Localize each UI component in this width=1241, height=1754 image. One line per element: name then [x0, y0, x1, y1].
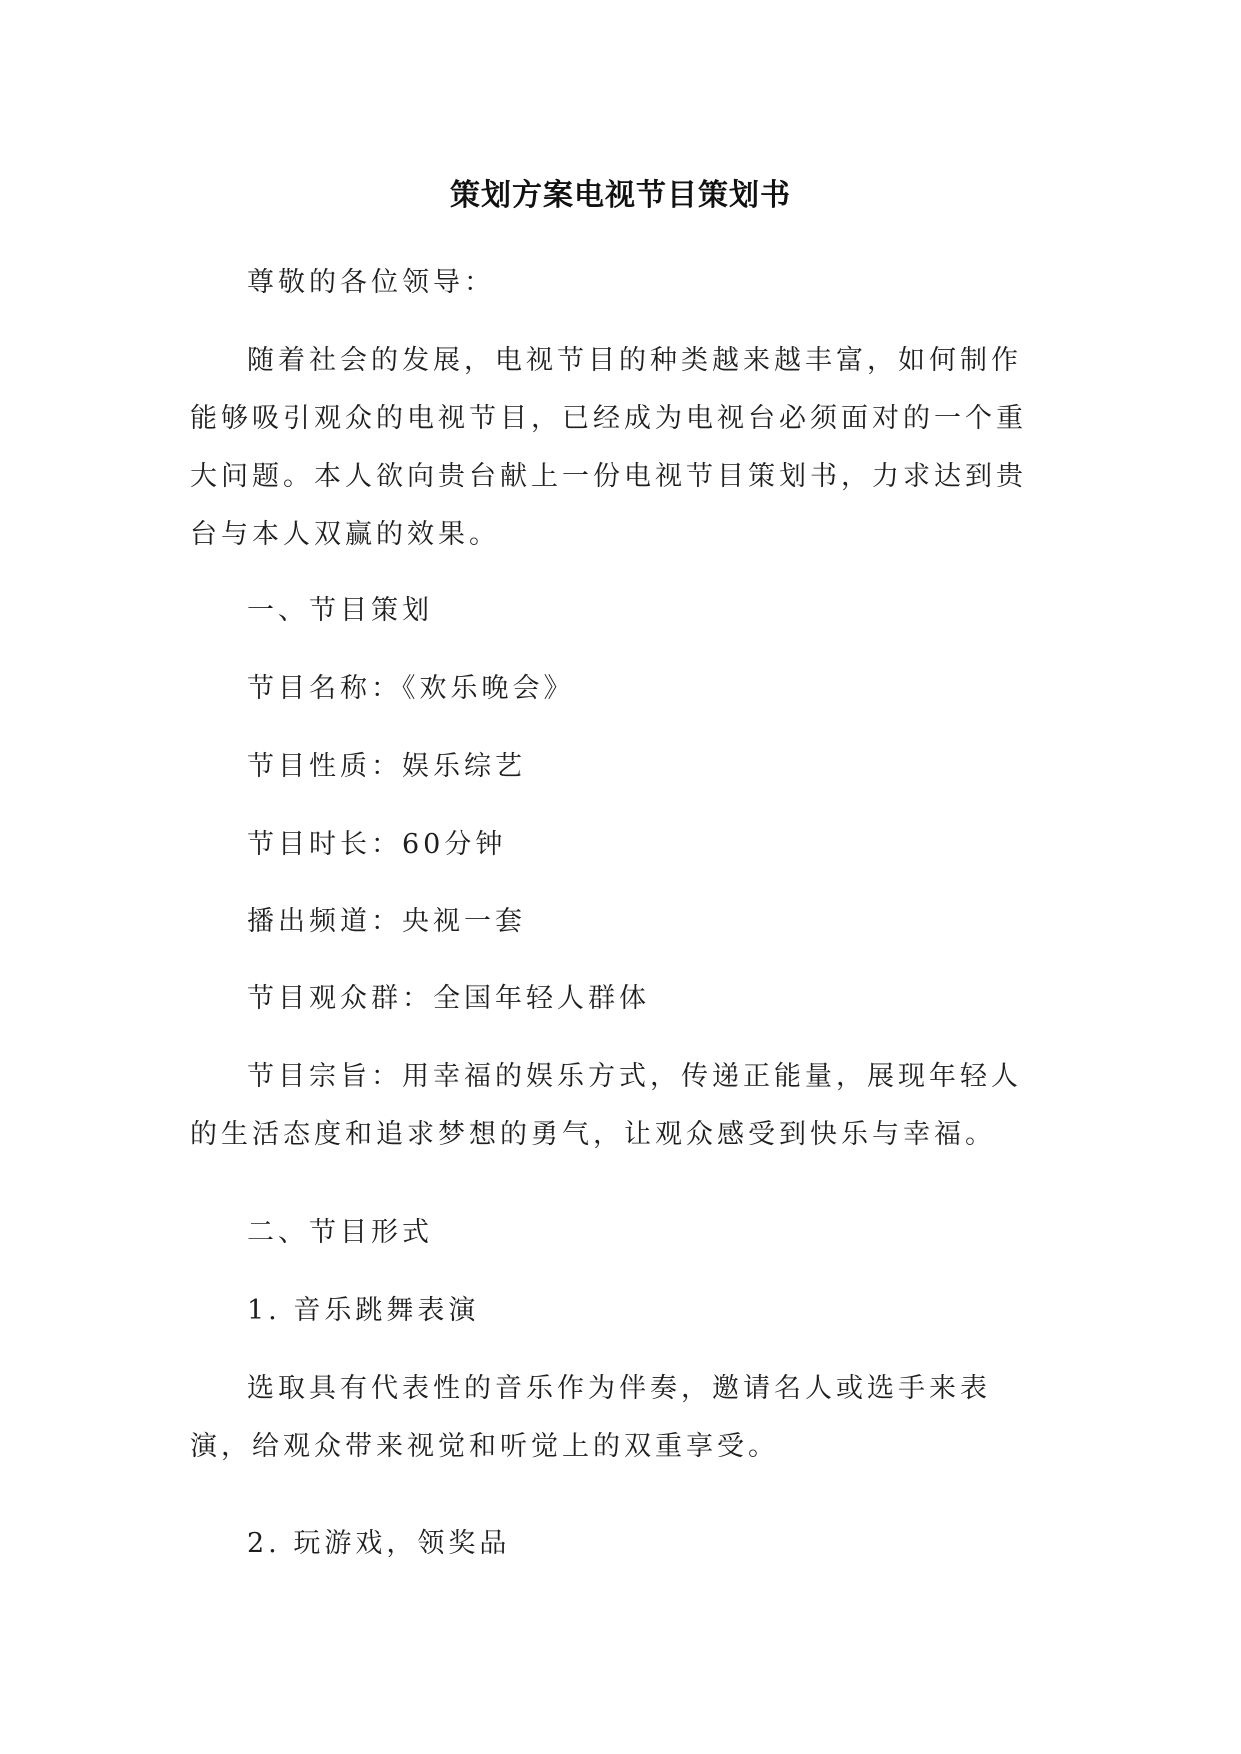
program-purpose: 节目宗旨：用幸福的娱乐方式，传递正能量，展现年轻人的生活态度和追求梦想的勇气，让观众感受到快乐与幸福。: [190, 1061, 1022, 1150]
intro-paragraph: 随着社会的发展，电视节目的种类越来越丰富，如何制作能够吸引观众的电视节目，已经成为电视台必须面对的一个重大问题。本人欲向贵台献上一份电视节目策划书，力求达到贵台与本人双赢的效果。: [190, 345, 1027, 550]
broadcast-channel: 播出频道：央视一套: [247, 906, 526, 937]
program-name: 节目名称：《欢乐晚会》: [247, 673, 575, 704]
target-audience: 节目观众群：全国年轻人群体: [247, 983, 650, 1014]
item-1-text: 选取具有代表性的音乐作为伴奏，邀请名人或选手来表演，给观众带来视觉和听觉上的双重享受。: [190, 1373, 991, 1462]
document-title: 策划方案电视节目策划书: [450, 178, 791, 213]
section-heading-program-format: 二、节目形式: [247, 1217, 433, 1248]
section-heading-program-planning: 一、节目策划: [247, 595, 433, 626]
item-1-heading: 1. 音乐跳舞表演: [247, 1295, 480, 1326]
program-nature: 节目性质：娱乐综艺: [247, 751, 526, 782]
item-2-heading: 2. 玩游戏，领奖品: [247, 1528, 511, 1559]
program-duration: 节目时长：60分钟: [247, 829, 507, 860]
salutation: 尊敬的各位领导：: [247, 267, 495, 298]
